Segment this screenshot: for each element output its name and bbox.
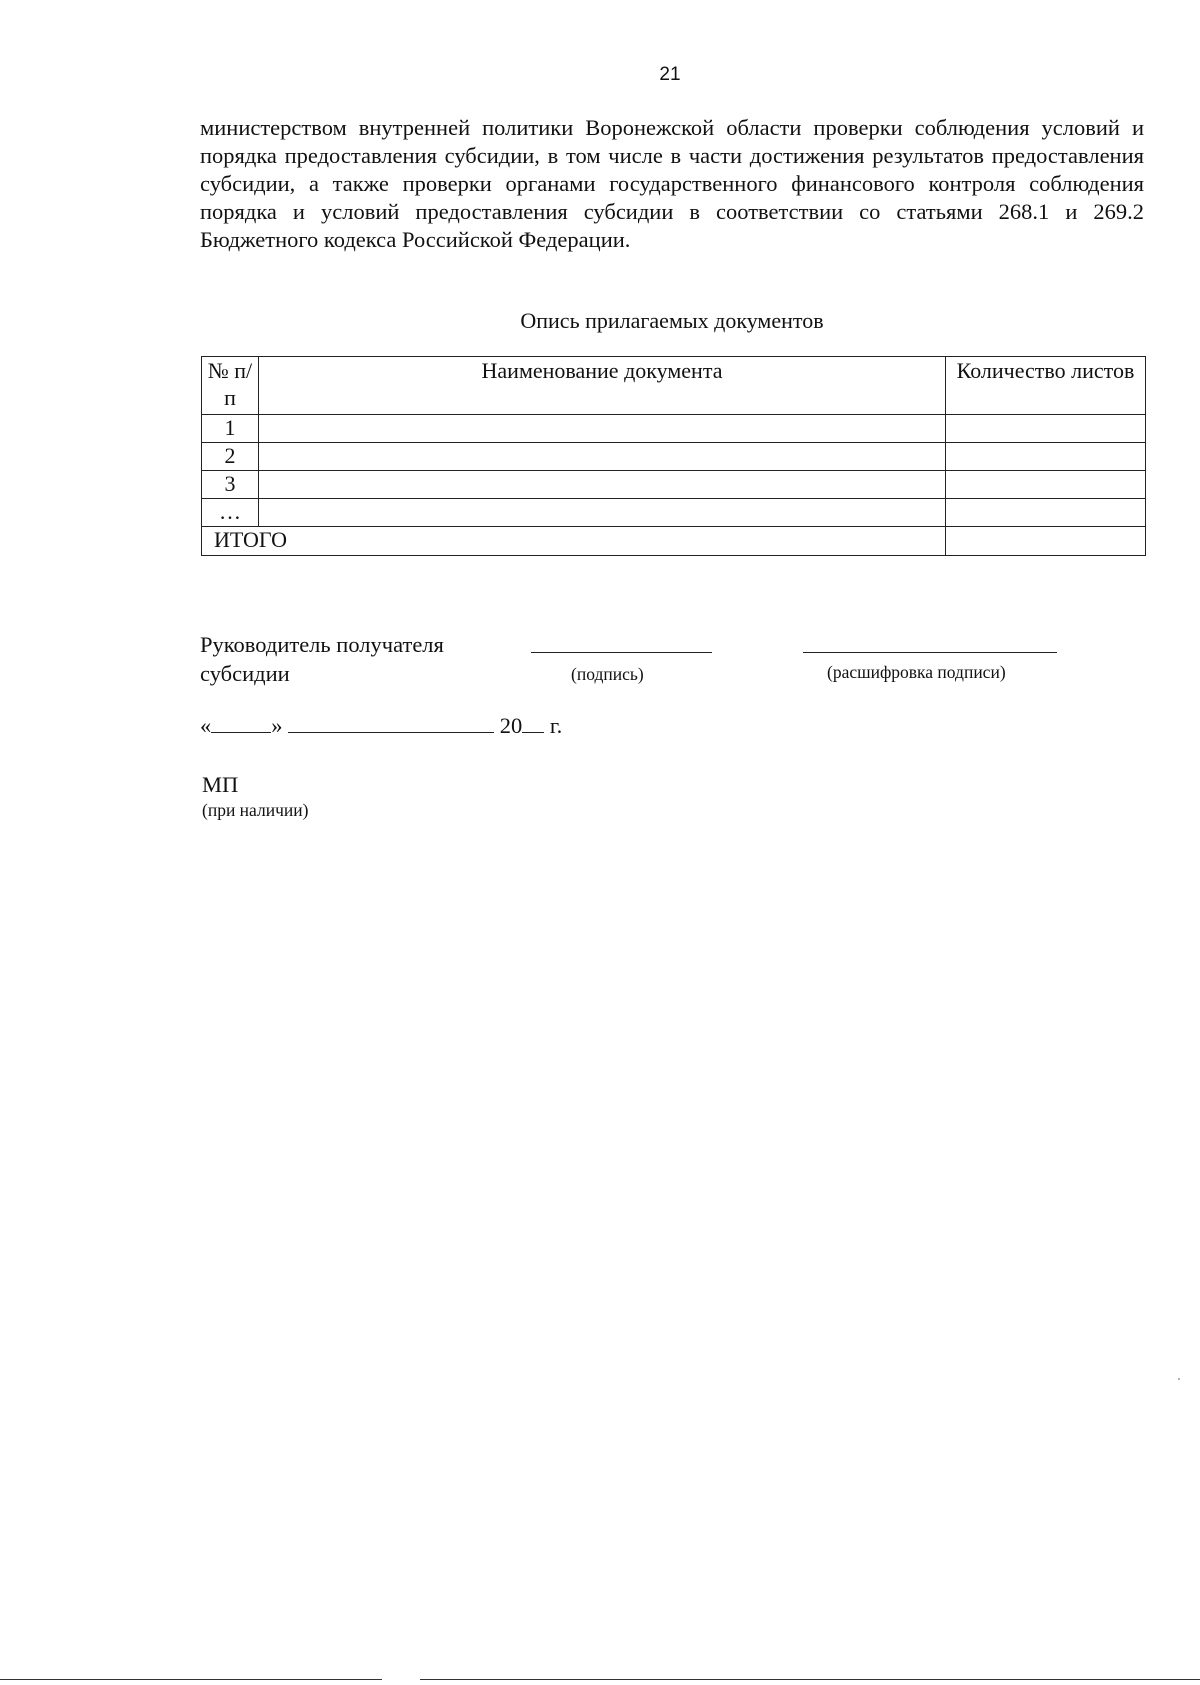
stamp-note: (при наличии)	[202, 800, 309, 820]
body-paragraph: министерством внутренней политики Воронежской области проверки соблюдения условий и порядка предоставления субсидии, в том числе в части достижения результатов предоставления субсидии, а также проверки органами государственного финансового контроля соблюдения порядка и условий предоставления субсидии в соответствии со статьями 268.1 и 269.2 Бюджетного кодекса Российской Федерации.	[200, 115, 1144, 252]
table-row	[202, 471, 1146, 499]
total-label: ИТОГО	[202, 527, 946, 556]
row-document-name	[259, 471, 946, 499]
header-document-name: Наименование документа	[259, 357, 946, 415]
stamp-label: МП	[202, 772, 239, 797]
signature-block	[200, 630, 1144, 690]
row-number: …	[202, 499, 259, 527]
table-title: Опись прилагаемых документов	[520, 308, 824, 333]
date-year-field[interactable]	[522, 712, 544, 733]
date-close-quote: »	[271, 713, 283, 738]
row-document-name	[259, 443, 946, 471]
documents-table	[201, 356, 1146, 556]
scan-speck	[1178, 1378, 1180, 1380]
row-sheet-count	[946, 415, 1146, 443]
row-number: 1	[202, 415, 259, 443]
row-sheet-count	[946, 471, 1146, 499]
row-sheet-count	[946, 499, 1146, 527]
header-sheet-count: Количество листов	[946, 357, 1146, 415]
signature-caption: (подпись)	[571, 664, 644, 684]
date-line	[200, 712, 562, 739]
date-month-field[interactable]	[288, 712, 494, 733]
date-year-suffix: г.	[549, 713, 563, 738]
date-year-prefix: 20	[499, 713, 523, 738]
date-day-field[interactable]	[211, 712, 271, 733]
header-number: № п/п	[202, 357, 259, 415]
table-total-row	[202, 527, 1146, 556]
signature-decoding-line[interactable]	[803, 652, 1057, 653]
total-sheet-count	[946, 527, 1146, 556]
signature-decoding-caption: (расшифровка подписи)	[827, 662, 1006, 682]
table-row	[202, 443, 1146, 471]
signature-line[interactable]	[531, 652, 712, 653]
row-sheet-count	[946, 443, 1146, 471]
row-number: 3	[202, 471, 259, 499]
signature-title: Руководитель получателя субсидии	[200, 632, 444, 686]
page-number: 21	[659, 64, 681, 85]
scan-edge-line	[0, 1679, 382, 1680]
table-row	[202, 415, 1146, 443]
row-number: 2	[202, 443, 259, 471]
table-row	[202, 499, 1146, 527]
row-document-name	[259, 415, 946, 443]
scan-edge-line	[420, 1679, 1200, 1680]
row-document-name	[259, 499, 946, 527]
table-header-row	[202, 357, 1146, 415]
date-open-quote: «	[200, 713, 212, 738]
